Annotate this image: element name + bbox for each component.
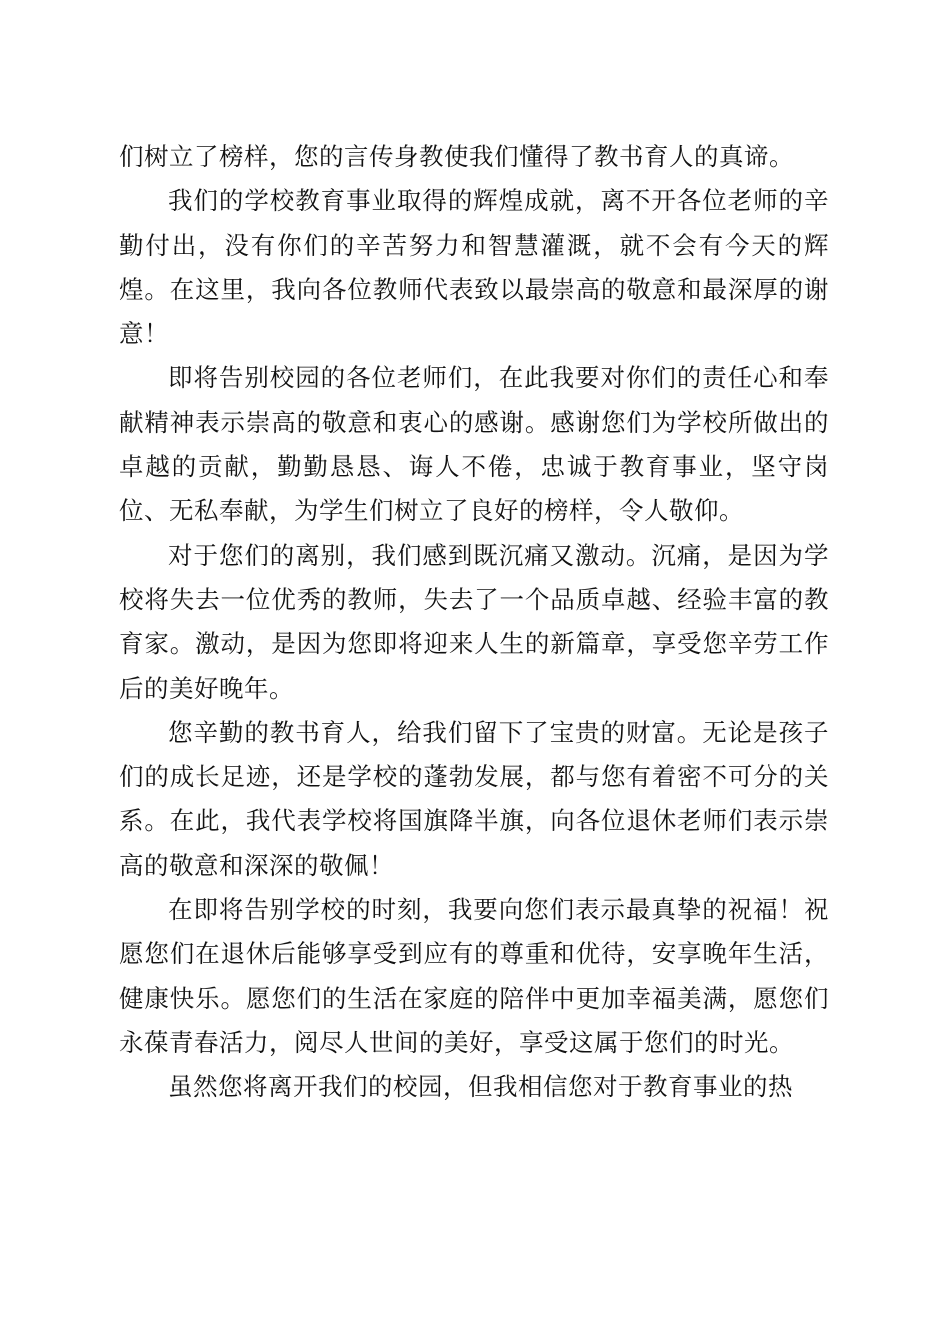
paragraph-continued: 们树立了榜样，您的言传身教使我们懂得了教书育人的真谛。 <box>119 142 794 171</box>
paragraph: 您辛勤的教书育人，给我们留下了宝贵的财富。无论是孩子们的成长足迹，还是学校的蓬勃发展，都与您有着密不可分的关系。在此，我代表学校将国旗降半旗，向各位退休老师们表示崇高的敬意和深深的敬佩！ <box>119 717 829 880</box>
paragraph: 即将告别校园的各位老师们，在此我要对你们的责任心和奉献精神表示崇高的敬意和衷心的感谢。感谢您们为学校所做出的卓越的贡献，勤勤恳恳、诲人不倦，忠诚于教育事业，坚守岗位、无私奉献，为学生们树立了良好的榜样，令人敬仰。 <box>119 363 829 526</box>
paragraph: 我们的学校教育事业取得的辉煌成就，离不开各位老师的辛勤付出，没有你们的辛苦努力和智慧灌溉，就不会有今天的辉煌。在这里，我向各位教师代表致以最崇高的敬意和最深厚的谢意！ <box>119 186 829 349</box>
document-body <box>119 135 829 1110</box>
paragraph: 在即将告别学校的时刻，我要向您们表示最真挚的祝福！祝愿您们在退休后能够享受到应有的尊重和优待，安享晚年生活，健康快乐。愿您们的生活在家庭的陪伴中更加幸福美满，愿您们永葆青春活力，阅尽人世间的美好，享受这属于您们的时光。 <box>119 895 829 1057</box>
paragraph: 对于您们的离别，我们感到既沉痛又激动。沉痛，是因为学校将失去一位优秀的教师，失去了一个品质卓越、经验丰富的教育家。激动，是因为您即将迎来人生的新篇章，享受您辛劳工作后的美好晚年。 <box>119 540 829 703</box>
paragraph: 虽然您将离开我们的校园，但我相信您对于教育事业的热 <box>168 1072 793 1102</box>
